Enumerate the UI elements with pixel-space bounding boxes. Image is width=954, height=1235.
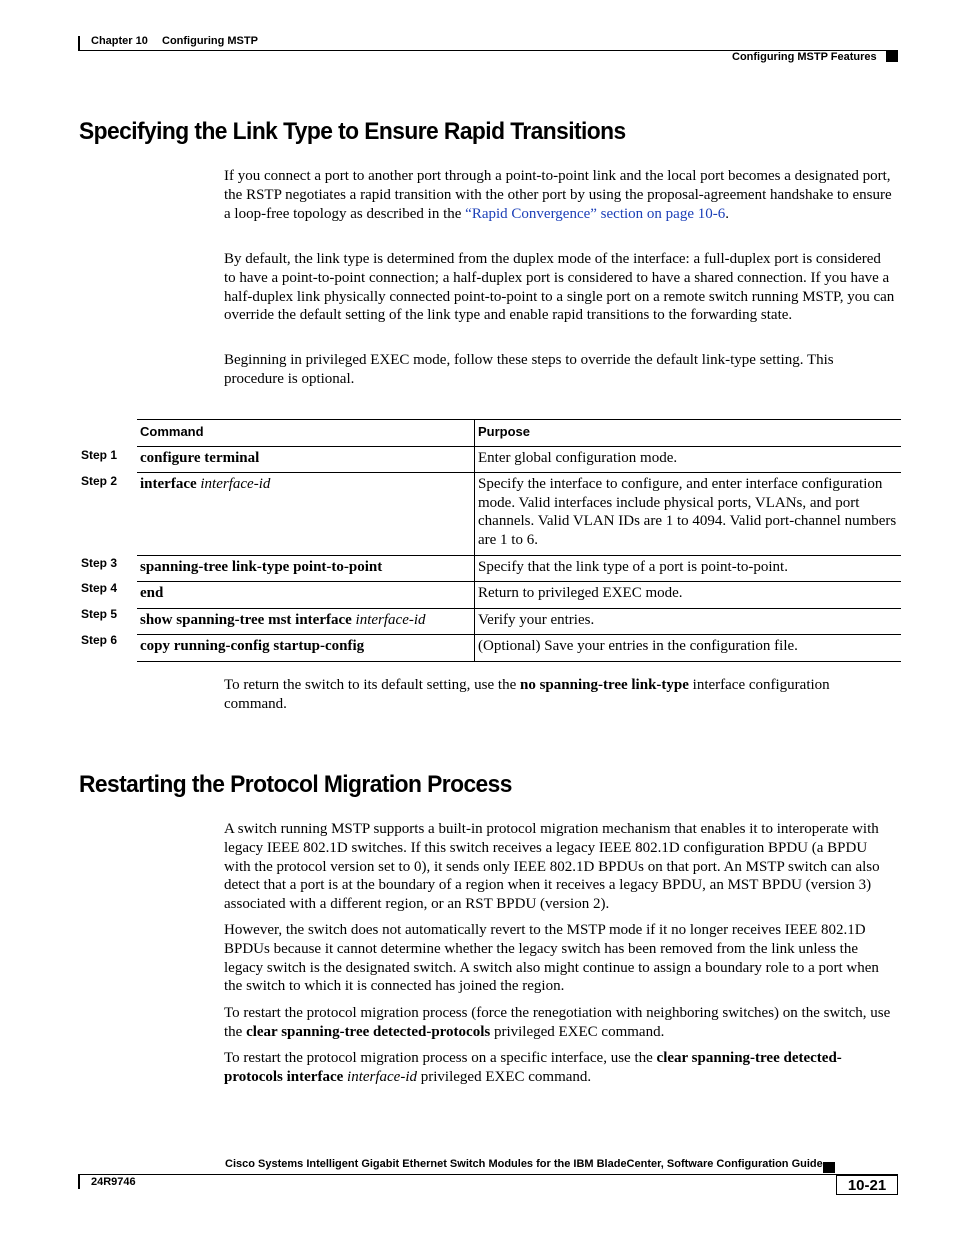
footer-doc-number: 24R9746 [91, 1176, 136, 1188]
table-row [137, 555, 901, 582]
header-chapter: Chapter 10 [91, 35, 148, 47]
paragraph: To return the switch to its default setting, use the no spanning-tree link-type interface configuration command. [224, 677, 830, 712]
paragraph: However, the switch does not automatically revert to the MSTP mode if it no longer receives IEEE 802.1D BPDUs because it cannot determine whether the legacy switch has been removed from the link unless the legacy switch is the designated switch. A switch also might continue to assign a boundary role to a port when the switch to which it is connected has joined the region. [224, 922, 879, 995]
step-label: Step 2 [81, 474, 118, 488]
footer-rule [78, 1174, 898, 1175]
header-marker [886, 51, 898, 62]
command-cell: interface interface-id [140, 476, 271, 493]
header-section: Configuring MSTP Features [732, 51, 877, 63]
paragraph: By default, the link type is determined from the duplex mode of the interface: a full-duplex port is considered to have a point-to-point connection; a half-duplex port is considered to have a shared connection. If you have a half-duplex link physically connected point-to-point to a single port on a remote switch running MSTP, you can override the default setting of the link type and enable rapid transitions to the forwarding state. [224, 251, 895, 324]
purpose-cell: Specify that the link type of a port is point-to-point. [475, 555, 902, 582]
paragraph: To restart the protocol migration process on a specific interface, use the clear spanning-tree detected-protocols interface interface-id privileged EXEC command. [224, 1050, 842, 1085]
table-row [137, 473, 901, 555]
column-header-command: Command [140, 424, 204, 439]
table-row [137, 446, 901, 473]
step-label: Step 1 [81, 448, 118, 462]
footer-guide-title: Cisco Systems Intelligent Gigabit Ethernet Switch Modules for the IBM BladeCenter, Software Configuration Guide [225, 1158, 823, 1170]
step-label: Step 4 [81, 581, 118, 595]
paragraph: To restart the protocol migration process (force the renegotiation with neighboring switches) on the switch, use the clear spanning-tree detected-protocols privileged EXEC command. [224, 1005, 891, 1040]
footer-left-bar [78, 1174, 80, 1189]
command-cell: copy running-config startup-config [140, 638, 365, 655]
paragraph: A switch running MSTP supports a built-in protocol migration mechanism that enables it to interoperate with legacy IEEE 802.1D switches. If this switch receives a legacy IEEE 802.1D configuration BPDU (a BPDU with the protocol version set to 0), it sends only IEEE 802.1D BPDUs on that port. An MSTP switch can also detect that a port is at the boundary of a region when it receives a legacy BPDU, an MST BPDU (version 3) associated with a different region, or an RST BPDU (version 2). [224, 821, 880, 913]
purpose-cell: Verify your entries. [475, 608, 902, 635]
purpose-cell: (Optional) Save your entries in the configuration file. [475, 635, 902, 662]
command-cell: configure terminal [140, 449, 260, 466]
table-header-row [137, 420, 901, 447]
section-heading-protocol-migration: Restarting the Protocol Migration Process [79, 771, 512, 798]
purpose-cell: Specify the interface to configure, and enter interface configuration mode. Valid interfaces include physical ports, VLANs, and port channels. Valid VLAN IDs are 1 to 4094. Valid port-channel numbers are 1 to 6. [475, 473, 902, 555]
command-cell: end [140, 585, 164, 602]
procedure-table [137, 419, 901, 662]
command-cell: spanning-tree link-type point-to-point [140, 558, 383, 575]
cross-reference-link[interactable]: “Rapid Convergence” section on page 10-6 [465, 205, 726, 222]
command-cell: show spanning-tree mst interface interface-id [140, 611, 426, 628]
paragraph: If you connect a port to another port through a point-to-point link and the local port becomes a designated port, the RSTP negotiates a rapid transition with the other port by using the proposal-agreement handshake to ensure a loop-free topology as described in the “Rapid Convergence” section on page 10-6. [224, 168, 892, 222]
step-label: Step 3 [81, 556, 118, 570]
step-label: Step 5 [81, 607, 118, 621]
table-row [137, 635, 901, 662]
section-heading-link-type: Specifying the Link Type to Ensure Rapid Transitions [79, 118, 626, 145]
column-header-purpose: Purpose [475, 420, 902, 447]
table-row [137, 582, 901, 609]
header-left-bar [78, 36, 80, 51]
footer-marker [823, 1162, 835, 1173]
header-chapter-title: Configuring MSTP [162, 35, 258, 47]
purpose-cell: Enter global configuration mode. [475, 446, 902, 473]
page-number: 10-21 [836, 1175, 898, 1195]
table-row [137, 608, 901, 635]
purpose-cell: Return to privileged EXEC mode. [475, 582, 902, 609]
paragraph: Beginning in privileged EXEC mode, follow these steps to override the default link-type setting. This procedure is optional. [224, 352, 834, 387]
step-label: Step 6 [81, 633, 118, 647]
